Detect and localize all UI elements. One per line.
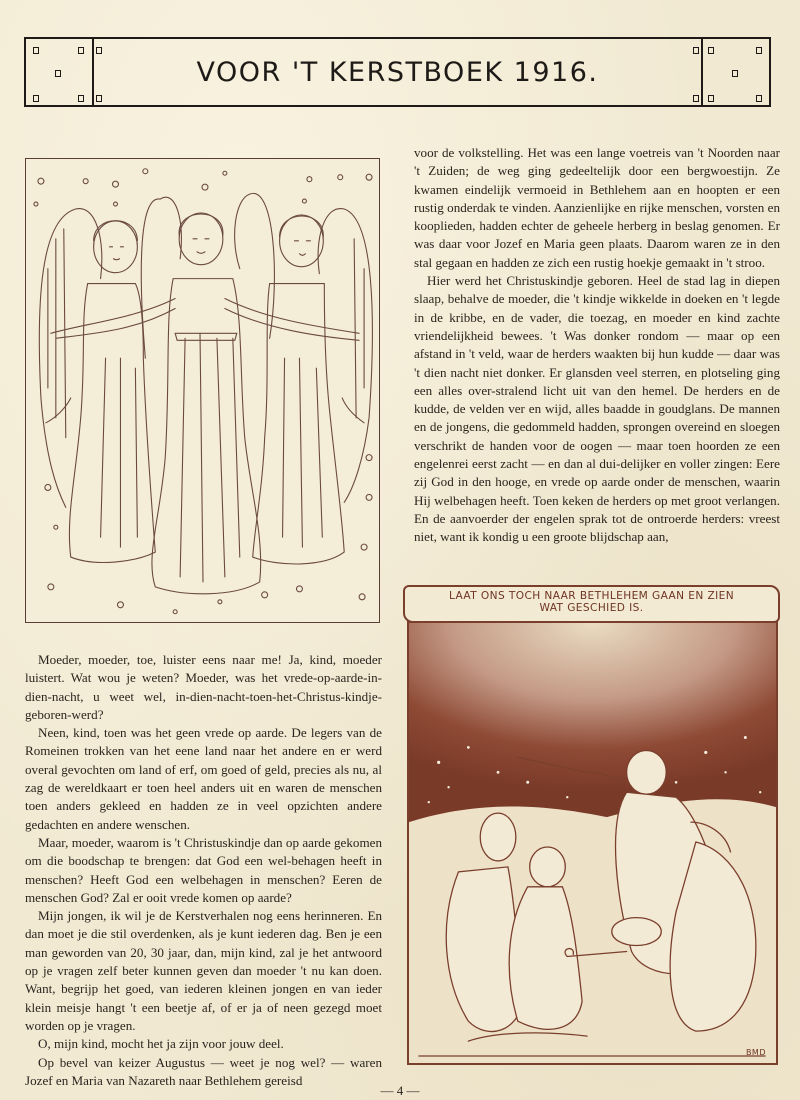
paragraph: Maar, moeder, waarom is 't Christuskindje dan op aarde gekomen om die boodschap te brengen: dat God een wel-behagen heeft in menschen? Heeft God een welbehagen in menschen? Eeren de menschen God? Zal er ooit vrede komen op aarde? (25, 834, 382, 905)
paragraph: Neen, kind, toen was het geen vrede op aarde. De legers van de Romeinen trokken van het eene land naar het andere en er werd overal gevochten om land of erf, om goed of geld, precies als nu, al zag de wereldkaart er toen heel anders uit en waren de menschen toen anders gekleed en hadden ze in veel opzichten andere gedachten en andere wenschen. (25, 725, 382, 832)
paragraph: Hier werd het Christuskindje geboren. Heel de stad lag in diepen slaap, behalve de moeder, die 't kindje wikkelde in doeken en 't legde in de kribbe, en de vader, die toezag, en moeder en kind zachte vriendelijkheid bewees. 't Was donker rondom — maar op een afstand in 't veld, waar de herders waakten bij hun kudde — daar was 't dien nacht niet donker. Er glansden veel sterren, en plotseling ging een alles over-stralend licht uit van den hemel. De herders en de kudde, de velden ver en wijd, alles baadde in goudglans. De mannen en de jongens, die gedommeld hadden, sprongen overeind en sloegen verschrikt de handen voor de oogen — maar toen hoorden ze een engelenrei eerst zacht — en dan al dui-delijker en voller zingen: Eere zij God in den hooge, en vrede op aarde onder de menschen, waarin Hij welbehagen heeft. Toen keken de herders op met groot verlangen. En de aanvoerder der engelen sprak tot de ontroerde herders: vreest niet, want ik kondig u een groote blijdschap aan, (414, 273, 780, 545)
square-ornament-icon (693, 95, 699, 102)
right-text-column (414, 144, 780, 547)
shepherds-illustration (403, 585, 780, 1065)
artist-signature: BMD (745, 1048, 766, 1057)
square-ornament-icon (693, 47, 699, 54)
square-ornament-icon (732, 70, 738, 77)
shepherds-icon (409, 623, 776, 1063)
square-ornament-icon (708, 95, 714, 102)
square-ornament-icon (55, 70, 61, 77)
page-title: VOOR 'T KERSTBOEK 1916. (196, 56, 599, 88)
square-ornament-icon (78, 95, 84, 102)
paragraph: Op bevel van keizer Augustus — weet je nog wel? — waren Jozef en Maria van Nazareth naar Bethlehem gereisd (25, 1054, 382, 1088)
paragraph: O, mijn kind, mocht het ja zijn voor jouw deel. (38, 1036, 284, 1052)
paragraph: voor de volkstelling. Het was een lange voetreis van 't Noorden naar 't Zuiden; de weg ging gedeeltelijk door een bergwoestijn. Ze kwamen eindelijk vermoeid in Bethlehem aan en hoopten er een rustig onderdak te vinden. Aanzienlijke en rijke menschen, vorsten en kooplieden, hadden echter de geheele herberg in beslag genomen. Er was daar voor Jozef en Maria geen plaats. Daarom waren ze in den stal gegaan en hadden ze zich een rustig hoekje gemaakt in 't stroo. (414, 145, 780, 270)
left-text-column (25, 651, 382, 1090)
paragraph: Mijn jongen, ik wil je de Kerstverhalen nog eens herinneren. En dan moet je die stil overdenken, als je kunt iederen dag. Ben je een man geworden van 20, 30 jaar, dan, mijn kind, zal je het antwoord op je vragen zelf beter kunnen geven dan moeder 't nu kan doen. Want, begrijp het goed, van iederen kleinen jongen en van ieder klein meisje hangt 't een beetje af, of er ja of neen gezegd moet worden op je vragen. (25, 908, 382, 1033)
header-ornament-right (701, 39, 769, 105)
square-ornament-icon (708, 47, 714, 54)
three-angels-icon (26, 159, 379, 622)
page-number: — 4 — (380, 1083, 420, 1098)
square-ornament-icon (33, 95, 39, 102)
square-ornament-icon (756, 95, 762, 102)
header-banner (24, 37, 771, 107)
banner-line-1: LAAT ONS TOCH NAAR BETHLEHEM GAAN EN ZIEN (448, 590, 735, 602)
header-ornament-left (26, 39, 94, 105)
paragraph: Moeder, moeder, toe, luister eens naar me! Ja, kind, moeder luistert. Wat wou je weten? Moeder, was het vrede-op-aarde-in-dien-nacht, u weet wel, in-dien-nacht-toen-het-Christus-kindje-geboren-werd? (25, 652, 382, 722)
square-ornament-icon (78, 47, 84, 54)
illustration-frame (407, 621, 778, 1065)
illustration-banner (403, 585, 780, 623)
angels-illustration (25, 158, 380, 623)
banner-line-2: WAT GESCHIED IS. (539, 601, 644, 614)
square-ornament-icon (33, 47, 39, 54)
square-ornament-icon (756, 47, 762, 54)
